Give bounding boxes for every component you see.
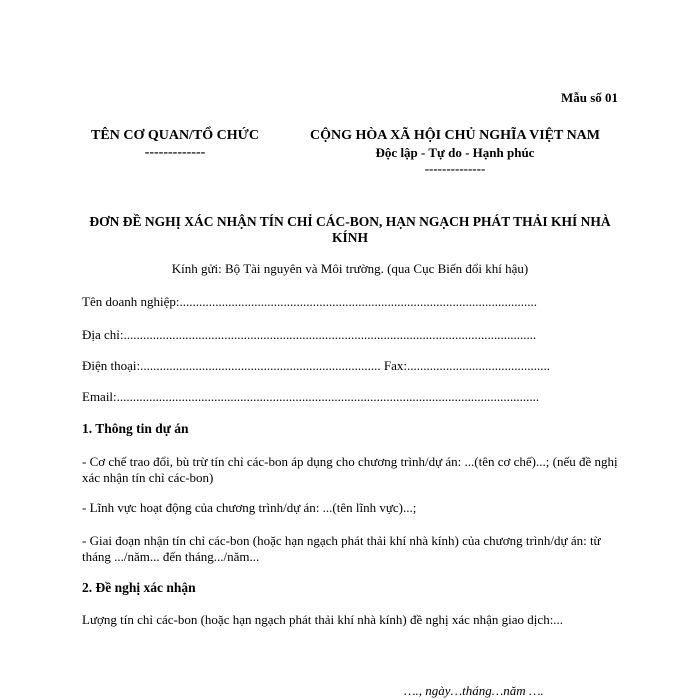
org-name: TÊN CƠ QUAN/TỔ CHỨC xyxy=(91,128,259,143)
section-2-heading: 2. Đề nghị xác nhận xyxy=(82,580,196,595)
form-number: Mẫu số 01 xyxy=(560,90,618,105)
email-field: Email:.................................................................................................................................. xyxy=(82,389,540,404)
address-field: Địa chỉ:............................................................................................................................... xyxy=(82,327,537,342)
mechanism-paragraph: - Cơ chế trao đổi, bù trừ tín chỉ các-bon áp dụng cho chương trình/dự án: ...(tên cơ chế)...; (nếu đề nghị xác nhận tín chỉ các-bon) xyxy=(82,454,618,485)
national-header xyxy=(296,127,614,177)
org-underline: ------------- xyxy=(144,145,206,160)
company-name-field: Tên doanh nghiệp:.............................................................................................................. xyxy=(82,294,537,309)
phone-fax-field: Điện thoại:.......................................................................... Fax:............................................ xyxy=(82,358,550,373)
national-motto: Độc lập - Tự do - Hạnh phúc xyxy=(375,145,535,160)
date-line: …., ngày…tháng…năm …. xyxy=(404,683,544,698)
amount-paragraph: Lượng tín chỉ các-bon (hoặc hạn ngạch phát thải khí nhà kính) đề nghị xác nhận giao dịch:... xyxy=(82,612,564,627)
motto-underline: -------------- xyxy=(424,161,486,176)
section-1-heading: 1. Thông tin dự án xyxy=(82,421,189,436)
field-of-activity-paragraph: - Lĩnh vực hoạt động của chương trình/dự án: ...(tên lĩnh vực)...; xyxy=(82,500,417,515)
organization-header xyxy=(86,127,264,161)
document-title: ĐƠN ĐỀ NGHỊ XÁC NHẬN TÍN CHỈ CÁC-BON, HẠN NGẠCH PHÁT THẢI KHÍ NHÀ KÍNH xyxy=(89,214,611,245)
credit-period-paragraph: - Giai đoạn nhận tín chỉ các-bon (hoặc hạn ngạch phát thải khí nhà kính) của chương trình/dự án: từ tháng .../năm... đến tháng.../năm... xyxy=(82,533,601,564)
nation-name: CỘNG HÒA XÃ HỘI CHỦ NGHĨA VIỆT NAM xyxy=(309,128,600,143)
recipient-line: Kính gửi: Bộ Tài nguyên và Môi trường. (qua Cục Biến đổi khí hậu) xyxy=(171,261,529,276)
